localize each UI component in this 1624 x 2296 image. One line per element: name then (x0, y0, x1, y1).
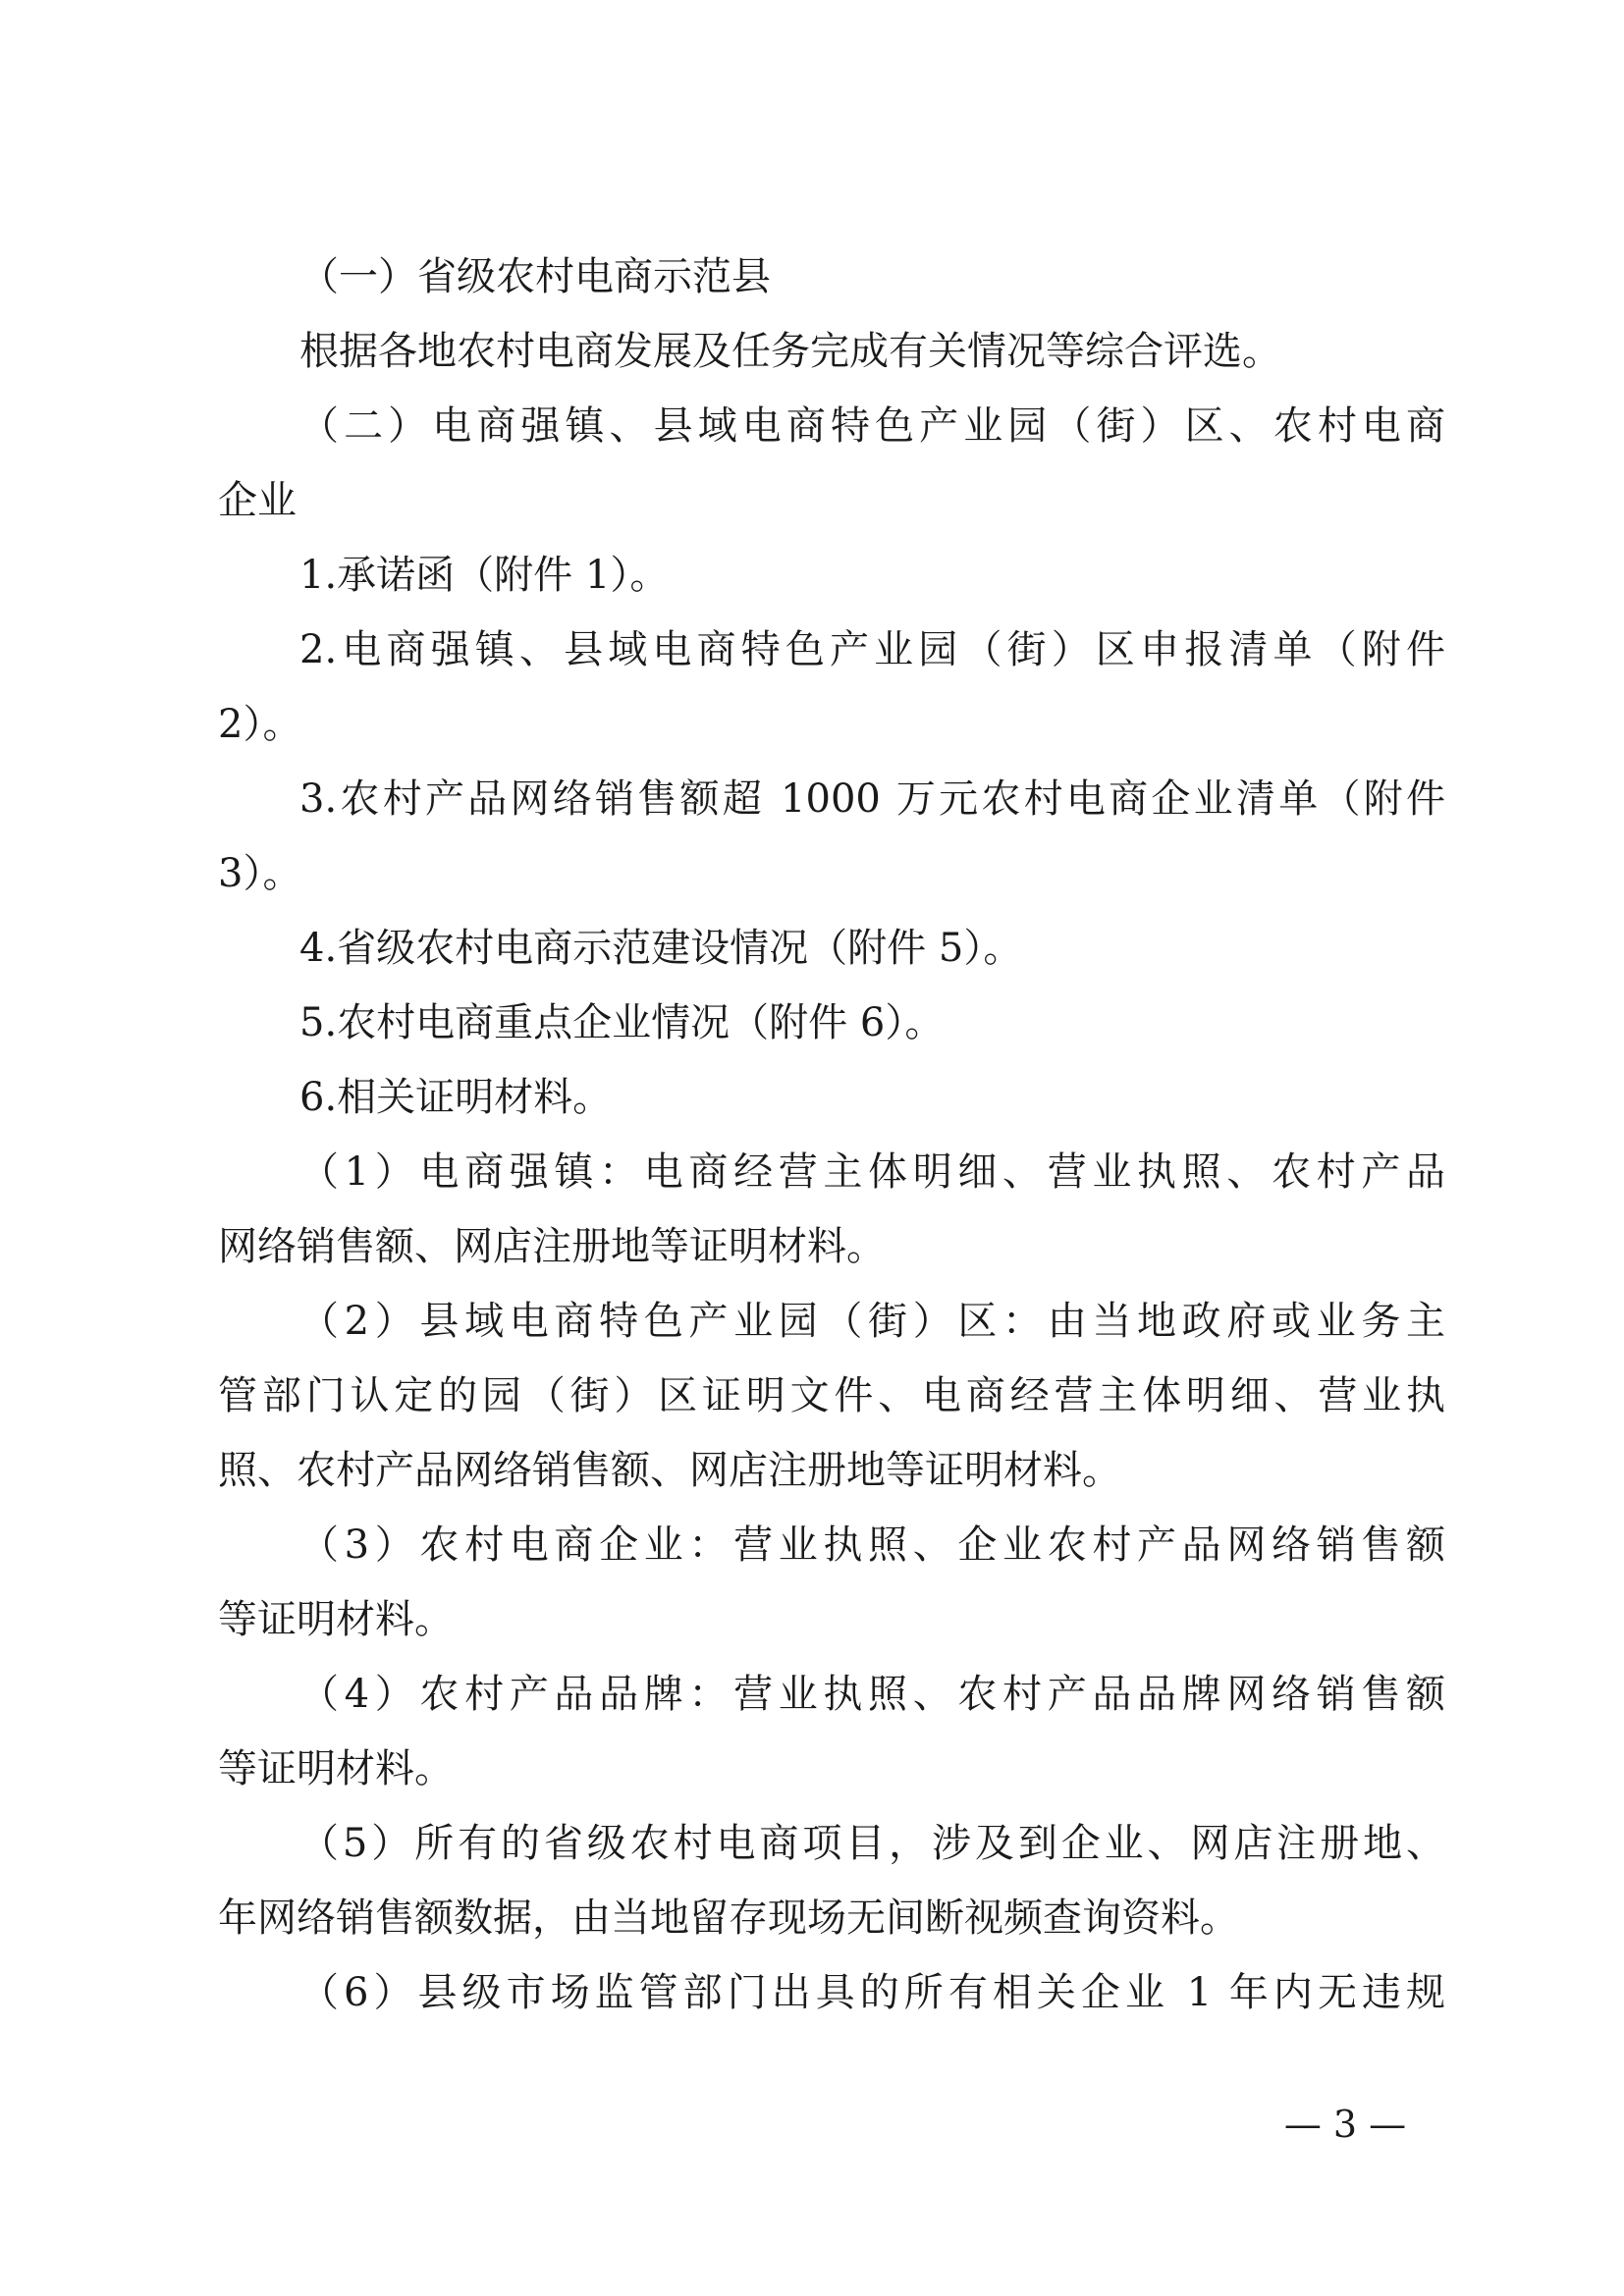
sub-item-1-continued: 网络销售额、网店注册地等证明材料。 (218, 1224, 886, 1269)
sub-item-2: （2）县域电商特色产业园（街）区：由当地政府或业务主 (299, 1299, 1445, 1344)
list-item-1: 1.承诺函（附件 1）。 (299, 553, 670, 598)
sub-item-5: （5）所有的省级农村电商项目，涉及到企业、网店注册地、 (299, 1821, 1445, 1866)
section-heading-2: （二）电商强镇、县域电商特色产业园（街）区、农村电商 (299, 403, 1445, 449)
list-item-2-continued: 2）。 (218, 702, 302, 747)
list-item-4: 4.省级农村电商示范建设情况（附件 5）。 (299, 926, 1023, 971)
sub-item-2-continued: 管部门认定的园（街）区证明文件、电商经营主体明细、营业执 (218, 1373, 1445, 1418)
list-item-3-continued: 3）。 (218, 851, 302, 896)
page-number: — 3 — (1283, 2103, 1407, 2146)
sub-item-4-continued: 等证明材料。 (218, 1746, 454, 1791)
sub-item-1: （1）电商强镇：电商经营主体明细、营业执照、农村产品 (299, 1149, 1445, 1195)
list-item-2: 2.电商强镇、县域电商特色产业园（街）区申报清单（附件 (299, 627, 1445, 672)
sub-item-4: （4）农村产品品牌：营业执照、农村产品品牌网络销售额 (299, 1672, 1445, 1717)
paragraph-text: 根据各地农村电商发展及任务完成有关情况等综合评选。 (299, 329, 1281, 374)
sub-item-3: （3）农村电商企业：营业执照、企业农村产品网络销售额 (299, 1522, 1445, 1568)
list-item-6: 6.相关证明材料。 (299, 1075, 613, 1120)
sub-item-6: （6）县级市场监管部门出具的所有相关企业 1 年内无违规 (299, 1970, 1445, 2015)
sub-item-5-continued: 年网络销售额数据，由当地留存现场无间断视频查询资料。 (218, 1896, 1239, 1941)
section-heading-2-continued: 企业 (218, 478, 297, 523)
sub-item-3-continued: 等证明材料。 (218, 1597, 454, 1642)
section-heading-1: （一）省级农村电商示范县 (299, 254, 771, 299)
list-item-5: 5.农村电商重点企业情况（附件 6）。 (299, 1000, 945, 1045)
sub-item-2-continued: 照、农村产品网络销售额、网店注册地等证明材料。 (218, 1448, 1121, 1493)
list-item-3: 3.农村产品网络销售额超 1000 万元农村电商企业清单（附件 (299, 776, 1445, 822)
